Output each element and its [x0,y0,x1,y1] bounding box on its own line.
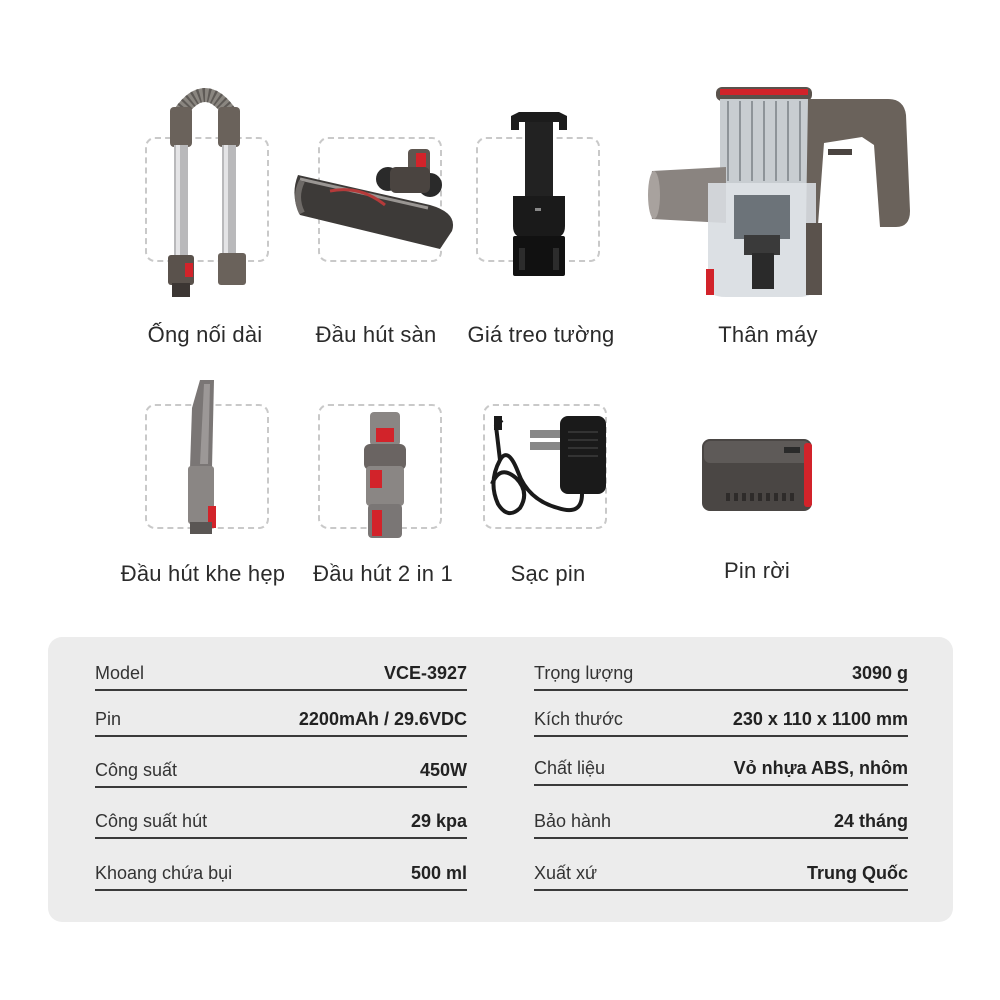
spec-panel [48,637,953,922]
accessory-label-floor-brush: Đầu hút sàn [315,322,437,347]
spec-row-origin [534,861,908,891]
crevice-tool-icon [180,378,222,538]
extension-tube-icon [150,85,260,295]
spec-row-battery [95,707,467,737]
accessory-label-battery: Pin rời [724,558,790,583]
spec-value: 500 ml [410,863,467,883]
spec-key: Xuất xứ [534,863,598,883]
spec-value: 450W [419,760,467,780]
spec-row-power [95,758,467,788]
spec-value: 2200mAh / 29.6VDC [298,709,467,729]
spec-value: Vỏ nhựa ABS, nhôm [733,758,908,778]
accessory-label-charger: Sạc pin [510,561,586,586]
spec-value: VCE-3927 [383,663,467,683]
battery-icon [700,437,815,513]
spec-key: Model [95,663,145,683]
accessory-label-extension-tube: Ống nối dài [147,322,263,347]
accessory-label-crevice-tool: Đầu hút khe hẹp [120,561,286,586]
floor-brush-icon [290,145,460,260]
accessory-label-vacuum-body: Thân máy [718,322,818,347]
spec-key: Kích thước [534,709,623,729]
charger-icon [478,412,613,522]
spec-key: Bảo hành [534,811,612,831]
spec-row-suction [95,809,467,839]
spec-value: 230 x 110 x 1100 mm [732,709,908,729]
spec-row-warranty [534,809,908,839]
spec-row-material [534,756,908,786]
spec-value: 3090 g [851,663,908,683]
spec-key: Pin [95,709,122,729]
spec-key: Khoang chứa bụi [95,863,233,883]
spec-value: 29 kpa [410,811,467,831]
vacuum-body-icon [648,85,918,303]
accessory-label-wall-mount: Giá treo tường [467,322,615,347]
spec-value: 24 tháng [833,811,908,831]
spec-key: Trọng lượng [534,663,634,683]
spec-row-dimensions [534,707,908,737]
spec-key: Công suất [95,760,178,780]
spec-key: Công suất hút [95,811,208,831]
spec-value: Trung Quốc [807,863,908,883]
accessory-label-two-in-one-tool: Đầu hút 2 in 1 [313,561,453,586]
spec-key: Chất liệu [534,758,606,778]
wall-mount-icon [505,108,573,280]
spec-row-dust-bin [95,861,467,891]
two-in-one-tool-icon [360,410,410,545]
spec-row-model [95,661,467,691]
spec-row-weight [534,661,908,691]
